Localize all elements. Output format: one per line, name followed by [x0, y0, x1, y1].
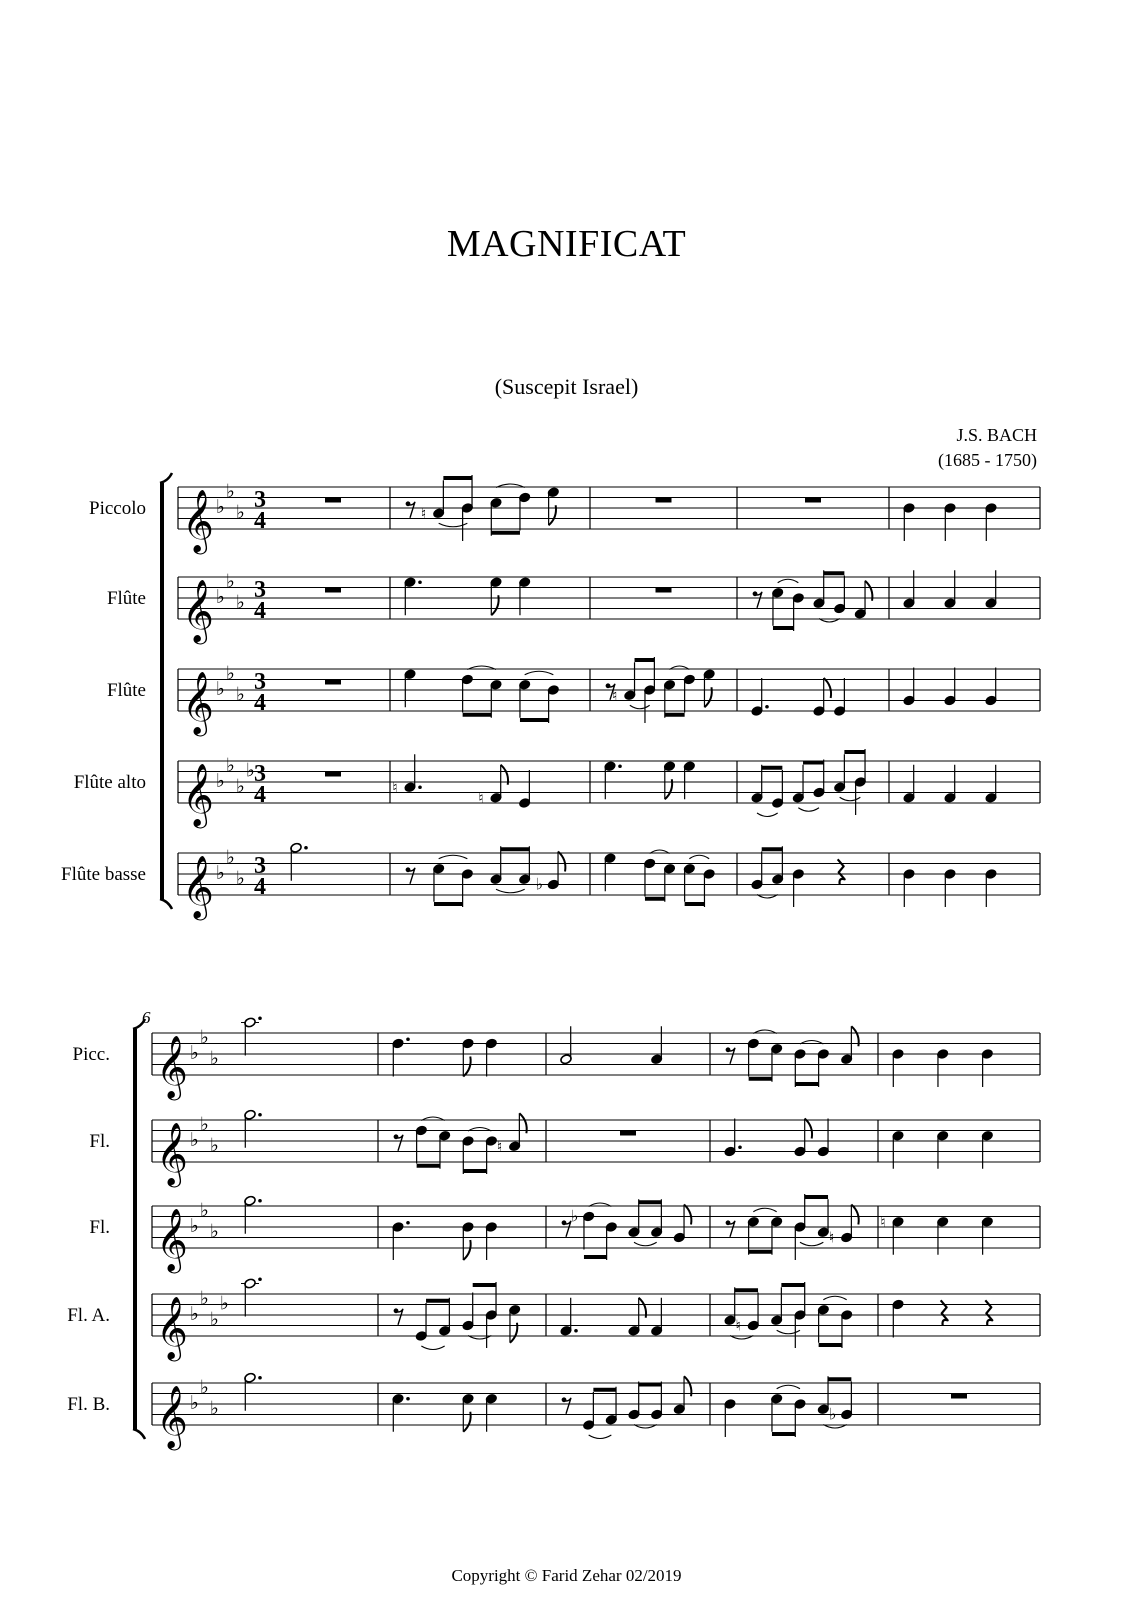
flat-sign-icon: ♭ — [226, 480, 235, 503]
time-signature-numerator: 3 — [254, 853, 266, 879]
flat-sign-icon: ♭ — [236, 683, 245, 706]
treble-clef-icon: 𝄞 — [182, 671, 214, 734]
instrument-label: Flûte — [106, 680, 146, 701]
instrument-label: Picc. — [72, 1044, 110, 1065]
slur — [439, 855, 468, 859]
augmentation-dot — [418, 580, 422, 584]
staff — [89, 1199, 1040, 1274]
time-signature-denominator: 4 — [254, 508, 266, 534]
slur — [496, 889, 525, 893]
flat-sign-icon: ♭ — [190, 1392, 199, 1414]
flat-sign-icon: ♭ — [190, 1215, 199, 1237]
staff — [67, 1376, 1040, 1451]
augmentation-dot — [618, 764, 622, 768]
slur — [777, 1330, 800, 1334]
flat-sign-icon: ♭ — [216, 862, 225, 884]
natural-sign-icon: ♮ — [478, 788, 484, 807]
natural-sign-icon: ♮ — [612, 686, 618, 705]
staff — [107, 662, 1040, 737]
slur — [777, 1385, 800, 1389]
flat-sign-icon: ♭ — [226, 754, 235, 777]
natural-sign-icon: ♮ — [735, 1316, 742, 1335]
flat-sign-icon: ♭ — [200, 1113, 209, 1136]
treble-clef-icon: 𝄞 — [182, 579, 214, 642]
treble-clef-icon: 𝄞 — [156, 1385, 188, 1448]
system-bracket — [160, 483, 164, 899]
flat-sign-icon: ♭ — [828, 1404, 837, 1424]
augmentation-dot — [406, 1221, 410, 1225]
flat-sign-icon: ♭ — [226, 570, 235, 593]
treble-clef-icon: 𝄞 — [156, 1208, 188, 1271]
instrument-label: Flûte alto — [73, 772, 146, 793]
staff — [89, 1113, 1040, 1188]
augmentation-dot — [258, 1277, 262, 1281]
slur — [421, 1346, 444, 1350]
augmentation-dot — [258, 1113, 262, 1117]
flat-sign-icon: ♭ — [210, 1220, 219, 1243]
bracket-bottom-hook — [133, 1429, 145, 1439]
treble-clef-icon: 𝄞 — [182, 855, 214, 918]
note-flag — [805, 1119, 812, 1139]
augmentation-dot — [304, 846, 308, 850]
treble-clef-icon: 𝄞 — [156, 1122, 188, 1185]
flat-sign-icon: ♭ — [216, 678, 225, 700]
slur — [800, 1242, 823, 1246]
instrument-label: Fl. — [89, 1217, 110, 1238]
instrument-label: Piccolo — [89, 498, 146, 519]
page-subtitle: (Suscepit Israel) — [494, 374, 639, 399]
flat-sign-icon: ♭ — [216, 586, 225, 608]
augmentation-dot — [418, 785, 422, 789]
treble-clef-icon: 𝄞 — [156, 1296, 188, 1359]
staff — [89, 480, 1040, 555]
staff — [74, 754, 1040, 829]
treble-clef-icon: 𝄞 — [182, 763, 214, 826]
composer-name: J.S. BACH — [956, 425, 1037, 445]
slur — [589, 1435, 612, 1439]
copyright-notice: Copyright © Farid Zehar 02/2019 — [451, 1566, 682, 1585]
whole-rest-icon — [656, 498, 672, 503]
staff-system — [61, 473, 1040, 921]
flat-sign-icon: ♭ — [190, 1303, 199, 1325]
augmentation-dot — [406, 1037, 410, 1041]
natural-sign-icon: ♮ — [420, 504, 427, 523]
slur — [753, 1208, 776, 1212]
staff — [73, 1026, 1040, 1101]
flat-sign-icon: ♭ — [236, 591, 245, 614]
instrument-label: Flûte basse — [61, 864, 146, 885]
flat-sign-icon: ♭ — [236, 867, 245, 890]
augmentation-dot — [258, 1016, 262, 1020]
slur — [630, 705, 650, 709]
note-flag — [684, 1205, 691, 1225]
note-flag — [824, 678, 831, 698]
composer-dates: (1685 - 1750) — [938, 450, 1037, 470]
whole-rest-icon — [951, 1394, 967, 1399]
flat-sign-icon: ♭ — [226, 846, 235, 869]
flat-sign-icon: ♭ — [236, 501, 245, 524]
whole-rest-icon — [325, 772, 341, 777]
note-flag — [851, 1205, 858, 1225]
treble-clef-icon: 𝄞 — [182, 489, 214, 552]
bracket-bottom-hook — [160, 899, 172, 909]
flat-sign-icon: ♭ — [190, 1042, 199, 1064]
flat-sign-icon: ♭ — [216, 496, 225, 518]
treble-clef-icon: 𝄞 — [156, 1035, 188, 1098]
note-flag — [463, 1240, 470, 1260]
flat-sign-icon: ♭ — [210, 1397, 219, 1420]
note-flag — [463, 1057, 470, 1077]
time-signature-denominator: 4 — [254, 782, 266, 808]
flat-sign-icon: ♭ — [210, 1134, 219, 1157]
slur — [840, 797, 861, 801]
flat-sign-icon: ♭ — [220, 1292, 229, 1315]
flat-sign-icon: ♭ — [535, 874, 544, 894]
whole-rest-icon — [805, 498, 821, 503]
flat-sign-icon: ♭ — [200, 1376, 209, 1399]
slur — [757, 813, 778, 817]
time-signature-numerator: 3 — [254, 487, 266, 513]
time-signature-denominator: 4 — [254, 690, 266, 716]
flat-sign-icon: ♭ — [210, 1308, 219, 1331]
instrument-label: Fl. — [89, 1131, 110, 1152]
staff — [107, 570, 1040, 645]
whole-rest-icon — [325, 588, 341, 593]
instrument-label: Fl. A. — [67, 1305, 110, 1326]
flat-sign-icon: ♭ — [216, 770, 225, 792]
whole-rest-icon — [656, 588, 672, 593]
flat-sign-icon: ♭ — [570, 1206, 579, 1226]
time-signature-numerator: 3 — [254, 761, 266, 787]
natural-sign-icon: ♮ — [880, 1212, 886, 1231]
flat-sign-icon: ♭ — [226, 662, 235, 685]
time-signature-denominator: 4 — [254, 598, 266, 624]
page-title: MAGNIFICAT — [446, 223, 687, 265]
note-flag — [558, 852, 565, 872]
augmentation-dot — [738, 1145, 742, 1149]
slur — [778, 579, 799, 583]
measure-number: 6 — [142, 1008, 151, 1027]
instrument-label: Fl. B. — [67, 1394, 110, 1415]
bracket-top-hook — [160, 473, 172, 483]
slur — [798, 808, 819, 812]
time-signature-denominator: 4 — [254, 874, 266, 900]
augmentation-dot — [258, 1376, 262, 1380]
augmentation-dot — [765, 705, 769, 709]
augmentation-dot — [406, 1397, 410, 1401]
whole-rest-icon — [620, 1131, 636, 1136]
staff — [67, 1287, 1040, 1362]
staff-system — [67, 1008, 1040, 1451]
whole-rest-icon — [325, 680, 341, 685]
flat-sign-icon: ♭ — [246, 759, 255, 782]
augmentation-dot — [574, 1329, 578, 1333]
augmentation-dot — [258, 1199, 262, 1203]
time-signature-numerator: 3 — [254, 669, 266, 695]
flat-sign-icon: ♭ — [200, 1199, 209, 1222]
natural-sign-icon: ♮ — [496, 1137, 503, 1156]
slur — [525, 671, 554, 675]
natural-sign-icon: ♮ — [392, 778, 398, 797]
time-signature-numerator: 3 — [254, 577, 266, 603]
flat-sign-icon: ♭ — [190, 1129, 199, 1151]
slur — [823, 1296, 846, 1300]
system-bracket — [133, 1029, 137, 1429]
natural-sign-icon: ♮ — [828, 1228, 835, 1247]
flat-sign-icon: ♭ — [236, 775, 245, 798]
whole-rest-icon — [325, 498, 341, 503]
flat-sign-icon: ♭ — [210, 1047, 219, 1070]
slur — [689, 855, 709, 859]
flat-sign-icon: ♭ — [200, 1026, 209, 1049]
slur — [634, 1242, 657, 1246]
flat-sign-icon: ♭ — [200, 1287, 209, 1310]
instrument-label: Flûte — [106, 588, 146, 609]
